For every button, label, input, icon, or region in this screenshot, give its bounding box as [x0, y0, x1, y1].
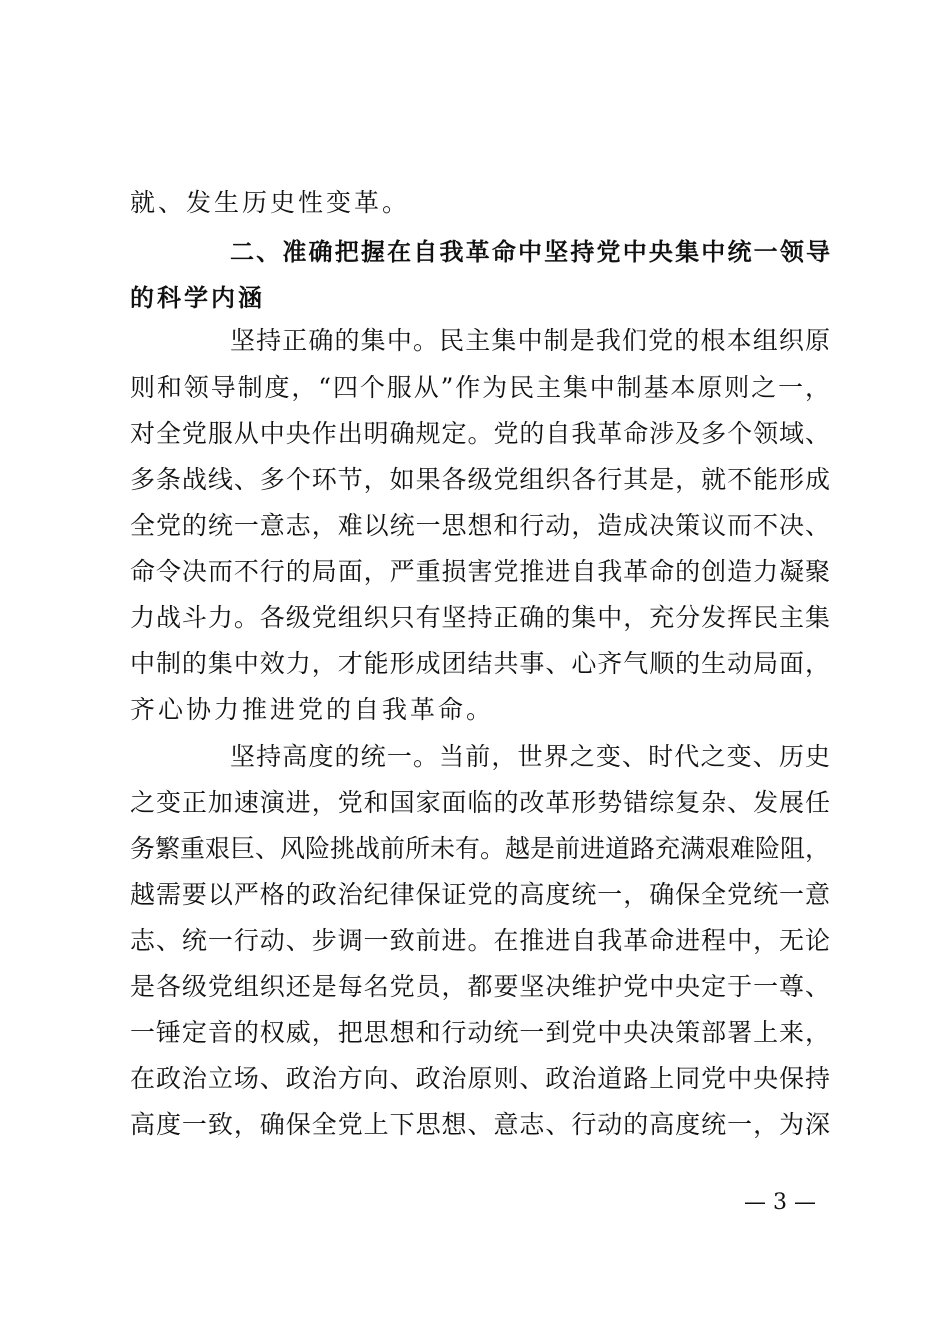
paragraph2-line: 之变正加速演进，党和国家面临的改革形势错综复杂、发展任: [130, 788, 830, 817]
paragraph1-line: 力战斗力。各级党组织只有坚持正确的集中，充分发挥民主集: [130, 603, 830, 632]
paragraph1-line: 对全党服从中央作出明确规定。党的自我革命涉及多个领域、: [130, 419, 830, 448]
section-heading-line-1: 二、准确把握在自我革命中坚持党中央集中统一领导: [230, 238, 830, 266]
paragraph2-line: 志、统一行动、步调一致前进。在推进自我革命进程中，无论: [130, 926, 830, 955]
paragraph1-line: 齐心协力推进党的自我革命。: [130, 695, 495, 724]
paragraph2-line: 是各级党组织还是每名党员，都要坚决维护党中央定于一尊、: [130, 972, 830, 1001]
paragraph1-line: 多条战线、多个环节，如果各级党组织各行其是，就不能形成: [130, 465, 830, 494]
paragraph1-line: 全党的统一意志，难以统一思想和行动，造成决策议而不决、: [130, 511, 830, 540]
page-number: — 3 —: [744, 1190, 816, 1215]
paragraph2-line: 务繁重艰巨、风险挑战前所未有。越是前进道路充满艰难险阻，: [130, 834, 831, 863]
section-heading-line-2: 的科学内涵: [130, 284, 265, 312]
paragraph2-line: 一锤定音的权威，把思想和行动统一到党中央决策部署上来，: [130, 1018, 830, 1047]
paragraph2-line: 越需要以严格的政治纪律保证党的高度统一，确保全党统一意: [130, 880, 830, 909]
paragraph1-line: 则和领导制度，“四个服从”作为民主集中制基本原则之一，: [130, 373, 830, 402]
paragraph2-line: 高度一致，确保全党上下思想、意志、行动的高度统一，为深: [130, 1110, 830, 1139]
carryover-line: 就、发生历史性变革。: [130, 188, 411, 217]
paragraph2-line: 在政治立场、政治方向、政治原则、政治道路上同党中央保持: [130, 1064, 830, 1093]
paragraph1-line: 中制的集中效力，才能形成团结共事、心齐气顺的生动局面，: [130, 649, 830, 678]
paragraph1-line: 坚持正确的集中。民主集中制是我们党的根本组织原: [230, 326, 830, 355]
paragraph2-line: 坚持高度的统一。当前，世界之变、时代之变、历史: [230, 742, 830, 771]
paragraph1-line: 命令决而不行的局面，严重损害党推进自我革命的创造力凝聚: [130, 557, 830, 586]
